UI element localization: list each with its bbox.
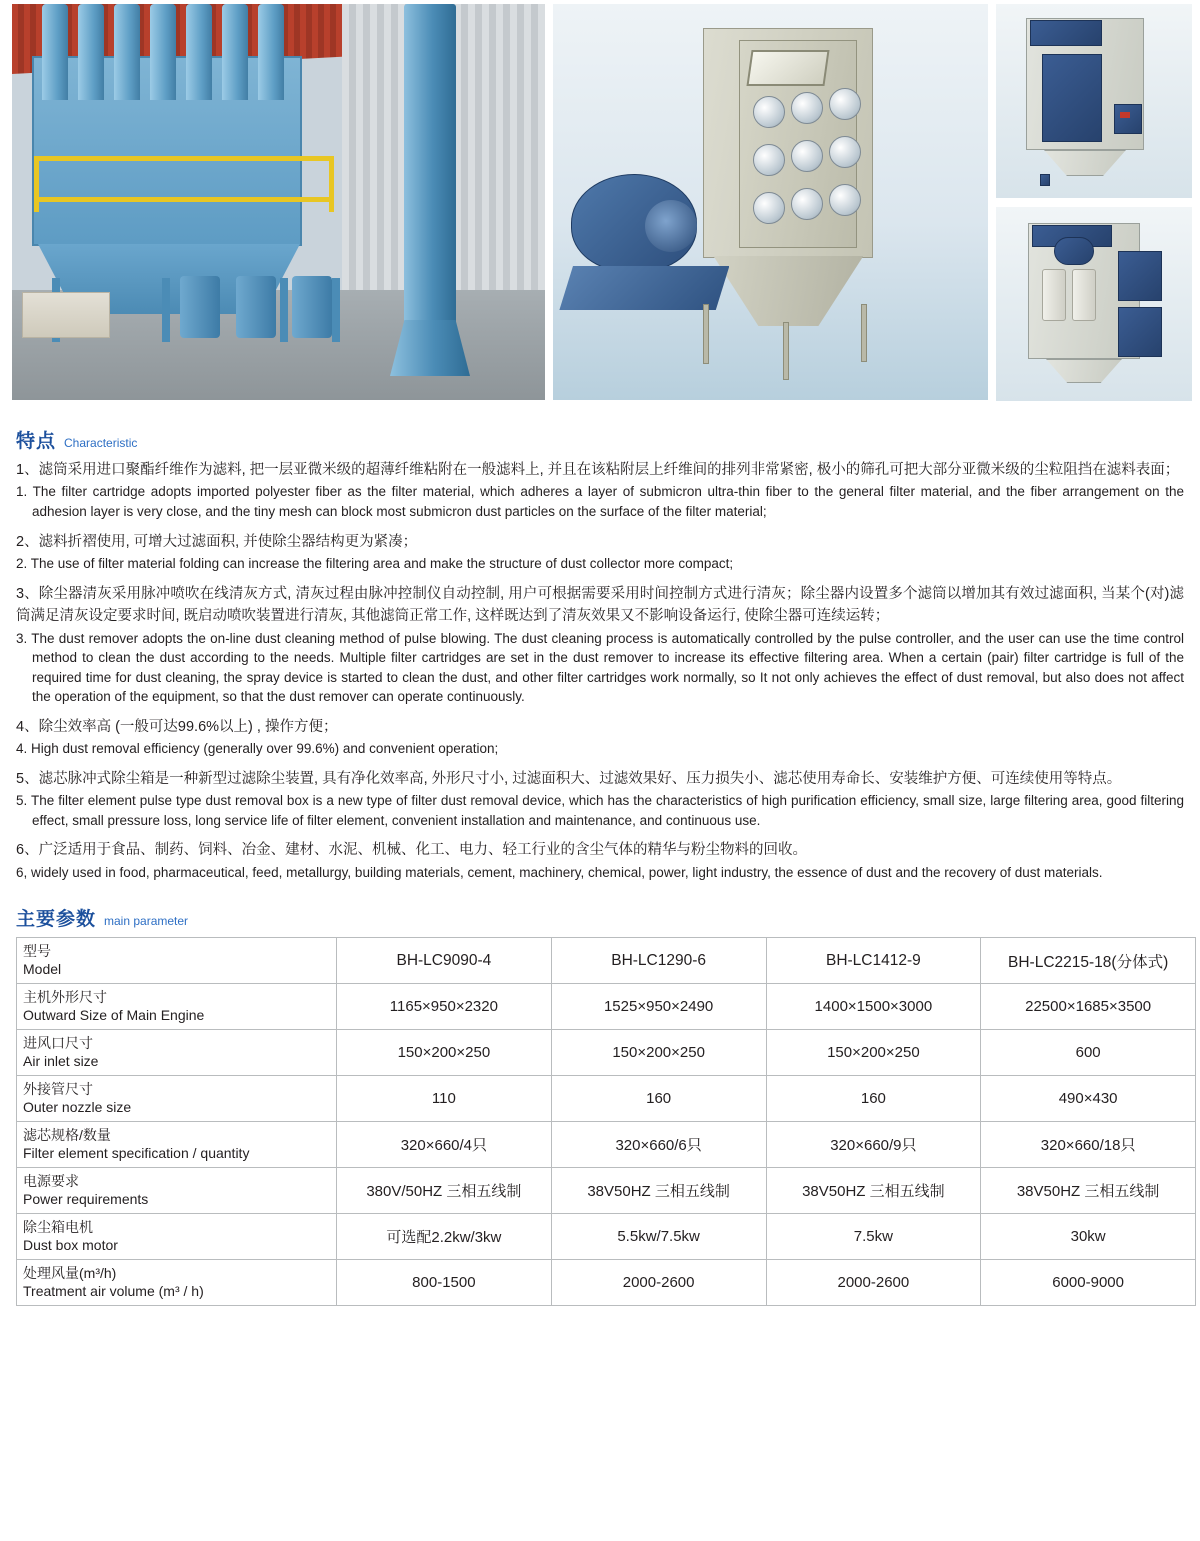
row-header — [17, 1030, 337, 1076]
cell-value: 150×200×250 — [337, 1030, 552, 1076]
cell-value: 30kw — [981, 1214, 1196, 1260]
cell-value: 490×430 — [981, 1076, 1196, 1122]
cell-value: 2000-2600 — [551, 1260, 766, 1306]
feature-item — [16, 583, 1184, 707]
cell-value: 38V50HZ 三相五线制 — [551, 1168, 766, 1214]
parameter-table — [16, 937, 1196, 1306]
row-label-cn: 电源要求 — [23, 1173, 79, 1190]
row-label-cn: 外接管尺寸 — [23, 1081, 93, 1098]
cell-value: 38V50HZ 三相五线制 — [766, 1168, 981, 1214]
row-label-en: Outward Size of Main Engine — [23, 1006, 205, 1023]
cell-value: 320×660/18只 — [981, 1122, 1196, 1168]
table-row — [17, 1122, 1196, 1168]
cell-value: 160 — [766, 1076, 981, 1122]
cell-value: 1525×950×2490 — [551, 984, 766, 1030]
secondary-render-column — [996, 4, 1192, 404]
cell-value: 160 — [551, 1076, 766, 1122]
feature-item — [16, 716, 1184, 759]
cell-value: 2000-2600 — [766, 1260, 981, 1306]
feature-text-cn: 2、滤料折褶使用, 可增大过滤面积, 并使除尘器结构更为紧凑； — [16, 533, 418, 550]
section-title-en: Characteristic — [64, 436, 138, 450]
installation-photo — [12, 4, 545, 400]
cell-value: BH-LC1290-6 — [551, 938, 766, 984]
product-image-gallery — [8, 0, 1192, 404]
cell-value: 7.5kw — [766, 1214, 981, 1260]
cell-value: 150×200×250 — [766, 1030, 981, 1076]
row-header — [17, 938, 337, 984]
row-label-en: Filter element specification / quantity — [23, 1144, 250, 1161]
cell-value: 380V/50HZ 三相五线制 — [337, 1168, 552, 1214]
row-label-cn: 滤芯规格/数量 — [23, 1127, 111, 1144]
cell-value: BH-LC9090-4 — [337, 938, 552, 984]
cell-value: 38V50HZ 三相五线制 — [981, 1168, 1196, 1214]
cell-value: 800-1500 — [337, 1260, 552, 1306]
feature-text-cn: 3、除尘器清灰采用脉冲喷吹在线清灰方式, 清灰过程由脉冲控制仪自动控制, 用户可根据需要采用时间控制方式进行清灰；除尘器内设置多个滤筒以增加其有效过滤面积, 当某个(对)滤筒满足清灰设定要求时间, 既启动喷吹装置进行清灰, 其他滤筒正常工作, 这样既达到了清灰效果又不影响设备运行, 使除尘器可连续运转； — [16, 585, 1184, 625]
table-row — [17, 1168, 1196, 1214]
cell-value: 150×200×250 — [551, 1030, 766, 1076]
cabinet-render-closed — [996, 4, 1192, 198]
cell-value: 320×660/4只 — [337, 1122, 552, 1168]
cell-value: 320×660/6只 — [551, 1122, 766, 1168]
row-label-cn: 主机外形尺寸 — [23, 989, 107, 1006]
table-row — [17, 1076, 1196, 1122]
feature-text-en: 1. The filter cartridge adopts imported polyester fiber as the filter material, which adheres a layer of submicron ultra-thin fiber to the general filter material, and the fiber arrangement on the adhesion layer is very close, and the tiny mesh can block most submicron dust particles on the surface of the filter material; — [16, 484, 1184, 520]
feature-item — [16, 531, 1184, 574]
feature-text-en: 3. The dust remover adopts the on-line dust cleaning method of pulse blowing. The dust cleaning process is automatically controlled by the pulse controller, and the user can use the time control method to clean the dust according to the needs. Multiple filter cartridges are set in the dust remover to increase its effective filtering area. When a certain (pair) filter cartridge is full of the required time for dust cleaning, the spray device is started to clean the dust, and other filter cartridges work normally, so It not only achieves the effect of dust removal, but also does not affect the operation of the equipment, so that the dust remover can operate continuously. — [16, 630, 1184, 705]
row-label-en: Model — [23, 960, 62, 977]
table-row — [17, 1214, 1196, 1260]
row-label-cn: 型号 — [23, 943, 51, 960]
row-header — [17, 1260, 337, 1306]
feature-text-en: 2. The use of filter material folding can increase the filtering area and make the structure of dust collector more compact; — [16, 556, 734, 572]
cell-value: 320×660/9只 — [766, 1122, 981, 1168]
table-row — [17, 938, 1196, 984]
row-header — [17, 984, 337, 1030]
cell-value: 6000-9000 — [981, 1260, 1196, 1306]
row-header — [17, 1214, 337, 1260]
row-label-cn: 进风口尺寸 — [23, 1035, 93, 1052]
characteristic-list — [16, 459, 1184, 882]
row-label-en: Treatment air volume (m³ / h) — [23, 1282, 204, 1299]
cell-value: 1400×1500×3000 — [766, 984, 981, 1030]
table-row — [17, 1030, 1196, 1076]
section-heading-characteristic — [16, 426, 1192, 453]
feature-text-cn: 4、除尘效率高 (一般可达99.6%以上) , 操作方便； — [16, 718, 338, 735]
feature-item — [16, 839, 1184, 882]
cell-value: 可选配2.2kw/3kw — [337, 1214, 552, 1260]
cell-value: 600 — [981, 1030, 1196, 1076]
row-label-cn: 除尘箱电机 — [23, 1219, 93, 1236]
row-header — [17, 1168, 337, 1214]
feature-text-en: 4. High dust removal efficiency (generally over 99.6%) and convenient operation; — [16, 741, 499, 757]
cell-value: 110 — [337, 1076, 552, 1122]
section-title-en: main parameter — [104, 914, 189, 929]
row-label-en: Power requirements — [23, 1190, 149, 1207]
section-title-cn: 主要参数 — [16, 909, 97, 931]
cell-value: BH-LC2215-18(分体式) — [981, 938, 1196, 984]
assembly-3d-render — [553, 4, 988, 400]
feature-text-cn: 1、滤筒采用进口聚酯纤维作为滤料, 把一层亚微米级的超薄纤维粘附在一般滤料上, 并且在该粘附层上纤维间的排列非常紧密, 极小的筛孔可把大部分亚微米级的尘粒阻挡在滤料表面； — [16, 462, 1180, 478]
row-header — [17, 1122, 337, 1168]
row-label-en: Air inlet size — [23, 1052, 99, 1069]
feature-text-en: 5. The filter element pulse type dust removal box is a new type of filter dust removal device, which has the characteristics of high purification efficiency, small size, large filtering area, good filtering effect, small pressure loss, long service life of filter element, convenient installation and maintenance, and continuous use. — [16, 793, 1184, 828]
table-row — [17, 984, 1196, 1030]
cell-value: 1165×950×2320 — [337, 984, 552, 1030]
table-row — [17, 1260, 1196, 1306]
cell-value: 22500×1685×3500 — [981, 984, 1196, 1030]
feature-text-cn: 5、滤芯脉冲式除尘箱是一种新型过滤除尘装置, 具有净化效率高, 外形尺寸小, 过滤面积大、过滤效果好、压力损失小、滤芯使用寿命长、安装维护方便、可连续使用等特点。 — [16, 770, 1122, 787]
cell-value: BH-LC1412-9 — [766, 938, 981, 984]
row-header — [17, 1076, 337, 1122]
feature-text-cn: 6、广泛适用于食品、制药、饲料、冶金、建材、水泥、机械、化工、电力、轻工行业的含尘气体的精华与粉尘物料的回收。 — [16, 842, 808, 859]
section-title-cn: 特点 — [16, 431, 57, 452]
section-heading-parameter — [16, 904, 1192, 931]
feature-text-en: 6, widely used in food, pharmaceutical, feed, metallurgy, building materials, cement, machinery, chemical, power, light industry, the essence of dust and the recovery of dust materials. — [16, 864, 1103, 880]
row-label-en: Dust box motor — [23, 1236, 118, 1253]
row-label-cn: 处理风量(m³/h) — [23, 1265, 117, 1282]
row-label-en: Outer nozzle size — [23, 1098, 132, 1115]
feature-item — [16, 768, 1184, 831]
feature-item — [16, 459, 1184, 522]
cell-value: 5.5kw/7.5kw — [551, 1214, 766, 1260]
cabinet-render-open — [996, 207, 1192, 401]
